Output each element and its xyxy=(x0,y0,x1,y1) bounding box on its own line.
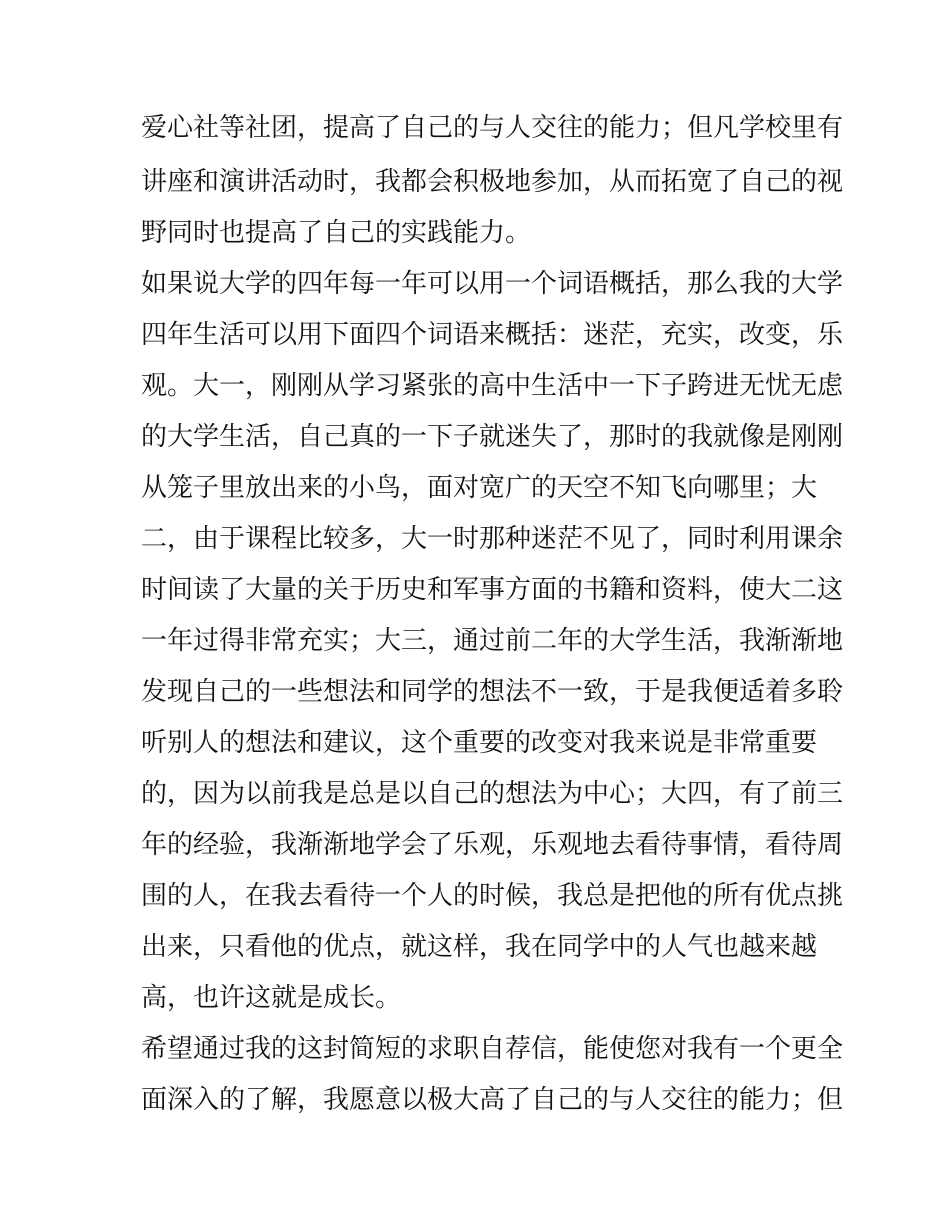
text-line: 面深入的了解，我愿意以极大高了自己的与人交往的能力；但 xyxy=(141,1085,844,1115)
text-line: 二，由于课程比较多，大一时那种迷茫不见了，同时利用课余 xyxy=(141,524,844,554)
text-line: 时间读了大量的关于历史和军事方面的书籍和资料，使大二这 xyxy=(141,575,844,605)
text-line: 爱心社等社团，提高了自己的与人交往的能力；但凡学校里有 xyxy=(141,113,844,143)
text-line: 希望通过我的这封简短的求职自荐信，能使您对我有一个更全 xyxy=(141,1034,844,1064)
text-line: 讲座和演讲活动时，我都会积极地参加，从而拓宽了自己的视 xyxy=(141,167,844,197)
text-line: 的大学生活，自己真的一下子就迷失了，那时的我就像是刚刚 xyxy=(141,422,844,452)
text-line: 观。大一，刚刚从学习紧张的高中生活中一下子跨进无忧无虑 xyxy=(141,371,844,401)
text-line: 年的经验，我渐渐地学会了乐观，乐观地去看待事情，看待周 xyxy=(141,830,844,860)
text-line: 听别人的想法和建议，这个重要的改变对我来说是非常重要 xyxy=(141,728,818,758)
text-line: 野同时也提高了自己的实践能力。 xyxy=(141,218,532,248)
text-line: 的，因为以前我是总是以自己的想法为中心；大四，有了前三 xyxy=(141,779,844,809)
text-line: 如果说大学的四年每一年可以用一个词语概括，那么我的大学 xyxy=(141,269,844,299)
text-line: 一年过得非常充实；大三，通过前二年的大学生活，我渐渐地 xyxy=(141,626,844,656)
text-line: 高，也许这就是成长。 xyxy=(141,983,402,1013)
text-line: 出来，只看他的优点，就这样，我在同学中的人气也越来越 xyxy=(141,932,818,962)
text-line: 发现自己的一些想法和同学的想法不一致，于是我便适着多聆 xyxy=(141,677,844,707)
text-line: 围的人，在我去看待一个人的时候，我总是把他的所有优点挑 xyxy=(141,881,844,911)
text-line: 四年生活可以用下面四个词语来概括：迷茫，充实，改变，乐 xyxy=(141,320,844,350)
text-line: 从笼子里放出来的小鸟，面对宽广的天空不知飞向哪里；大 xyxy=(141,473,818,503)
